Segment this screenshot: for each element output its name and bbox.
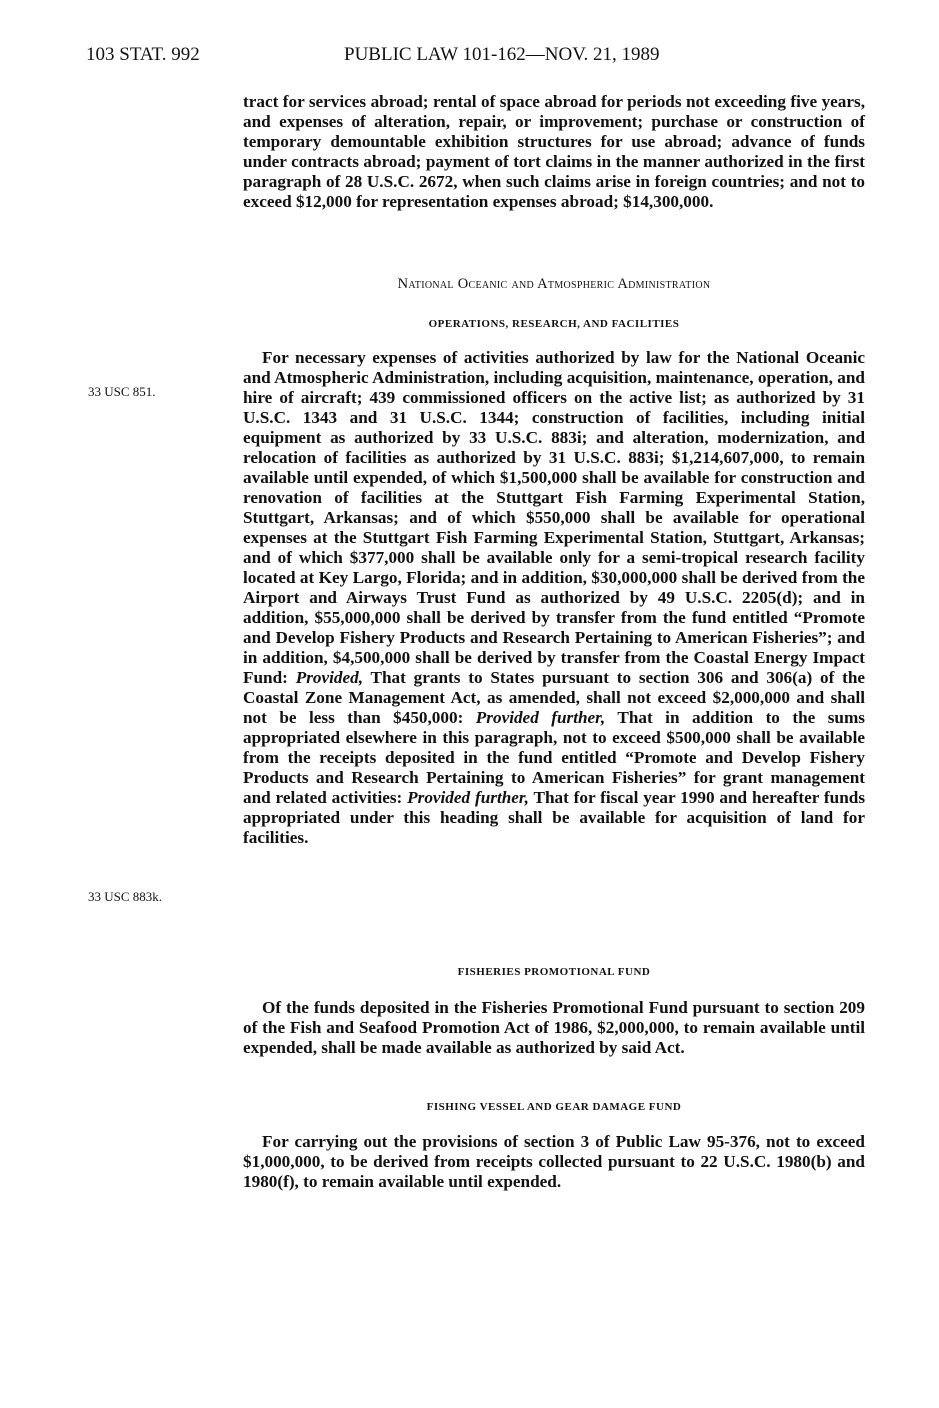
paragraph-representation-expenses: tract for services abroad; rental of space abroad for periods not exceeding five years, and expenses of alteration, repair, or improvement; purchase or construction of temporary demountable exhibition structures for use abroad; advance of funds under contracts abroad; payment of tort claims in the manner authorized in the first paragraph of 28 U.S.C. 2672, when such claims arise in foreign countries; and not to exceed $12,000 for representation expenses abroad; $14,300,000. (243, 92, 865, 211)
section-heading-noaa-text: National Oceanic and Atmospheric Administration (397, 276, 711, 292)
subheading-operations: OPERATIONS, RESEARCH, AND FACILITIES (428, 318, 680, 330)
margin-citation-2: 33 USC 883k. (88, 889, 163, 904)
paragraph-operations-text-c: That in addition to the sums appropriated elsewhere in this paragraph, not to exceed $500,000 shall be available from the receipts deposited in the fund entitled “Promote and Develop Fishery Products and Research Pertaining to American Fisheries” for grant management and related activities: (243, 708, 865, 807)
subheading-fishing-vessel-fund: FISHING VESSEL AND GEAR DAMAGE FUND (426, 1101, 682, 1113)
statute-page-number: 103 STAT. 992 (86, 44, 200, 65)
page-header (86, 44, 866, 74)
public-law-title: PUBLIC LAW 101-162—NOV. 21, 1989 (344, 44, 660, 65)
paragraph-operations (243, 348, 865, 848)
paragraph-operations-text-d: That for fiscal year 1990 and hereafter funds appropriated under this heading shall be available for acquisition of land for facilities. (243, 788, 866, 847)
subheading-fisheries-promotional-fund: FISHERIES PROMOTIONAL FUND (457, 966, 651, 978)
proviso-3: Provided further, (407, 788, 529, 807)
paragraph-operations-text-a: For necessary expenses of activities authorized by law for the National Oceanic and Atmospheric Administration, including acquisition, maintenance, operation, and hire of aircraft; 439 commissioned officers on the active list; as authorized by 31 U.S.C. 1343 and 31 U.S.C. 1344; construction of facilities, including initial equipment as authorized by 33 U.S.C. 883i; and alteration, modernization, and relocation of facilities as authorized by 31 U.S.C. 883i; $1,214,607,000, to remain available until expended, of which $1,500,000 shall be available for construction and renovation of facilities at the Stuttgart Fish Farming Experimental Station, Stuttgart, Arkansas; and of which $550,000 shall be available for operational expenses at the Stuttgart Fish Farming Experimental Station, Stuttgart, Arkansas; and of which $377,000 shall be available only for a semi-tropical research facility located at Key Largo, Florida; and in addition, $30,000,000 shall be derived from the Airport and Airways Trust Fund as authorized by 49 U.S.C. 2205(d); and in addition, $55,000,000 shall be derived by transfer from the fund entitled “Promote and Develop Fishery Products and Research Pertaining to American Fisheries”; and in addition, $4,500,000 shall be derived by transfer from the Coastal Energy Impact Fund: (243, 348, 865, 687)
proviso-1: Provided, (295, 668, 364, 687)
paragraph-vessel-fund: For carrying out the provisions of section 3 of Public Law 95-376, not to exceed $1,000,000, to be derived from receipts collected pursuant to 22 U.S.C. 1980(b) and 1980(f), to remain available until expended. (243, 1132, 865, 1191)
margin-citation-1: 33 USC 851. (88, 384, 156, 399)
section-heading-noaa (243, 276, 865, 293)
proviso-2: Provided further, (475, 708, 606, 727)
paragraph-operations-text-b: That grants to States pursuant to section 306 and 306(a) of the Coastal Zone Management Act, as amended, shall not exceed $2,000,000 and shall not be less than $450,000: (243, 668, 865, 727)
paragraph-promotional-fund: Of the funds deposited in the Fisheries Promotional Fund pursuant to section 209 of the Fish and Seafood Promotion Act of 1986, $2,000,000, to remain available until expended, shall be made available as authorized by said Act. (243, 998, 865, 1057)
